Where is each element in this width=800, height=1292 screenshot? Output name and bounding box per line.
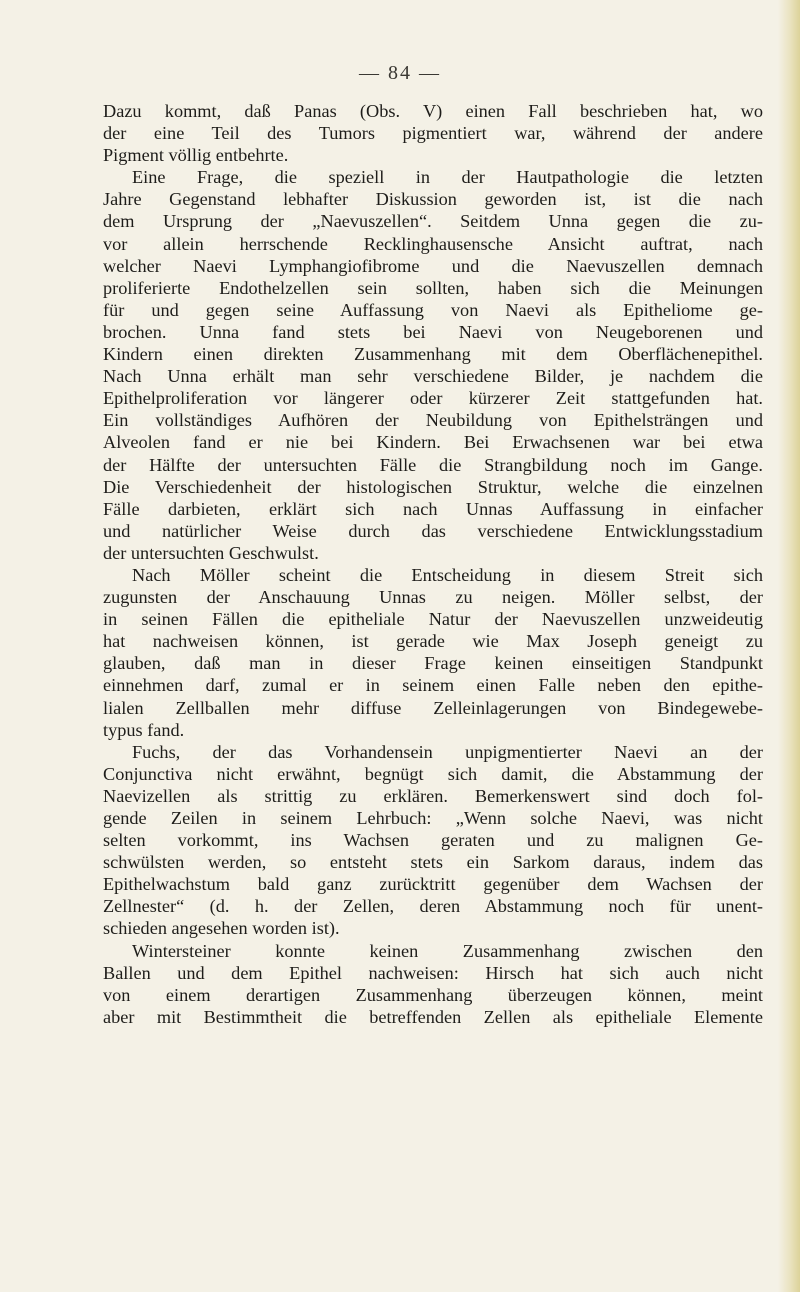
paragraph [103,100,763,166]
text-line: aber mit Bestimmtheit die betreffenden Zellen als epitheliale Elemente [103,1006,763,1027]
text-line: typus fand. [103,719,185,740]
text-line: Kindern einen direkten Zusammenhang mit dem Oberflächenepithel. [103,344,763,365]
text-line: Eine Frage, die speziell in der Hautpathologie die letzten [132,167,763,188]
paragraph [103,741,763,940]
text-line: für und gegen seine Auffassung von Naevi als Epitheliome ge- [103,299,763,320]
text-line: Nach Möller scheint die Entscheidung in diesem Streit sich [132,564,763,585]
text-line: Fälle darbieten, erklärt sich nach Unnas Auffassung in einfacher [103,498,763,519]
text-line: Ballen und dem Epithel nachweisen: Hirsch hat sich auch nicht [103,962,763,983]
text-line: Alveolen fand er nie bei Kindern. Bei Erwachsenen war bei etwa [103,432,763,453]
text-line: welcher Naevi Lymphangiofibrome und die Naevuszellen demnach [103,255,763,276]
text-line: der Hälfte der untersuchten Fälle die Strangbildung noch im Gange. [103,454,763,475]
text-line: Nach Unna erhält man sehr verschiedene Bilder, je nachdem die [103,366,763,387]
body-text [103,100,763,1028]
paragraph [103,564,763,741]
page-edge-shadow [778,0,800,1292]
text-line: Epithelwachstum bald ganz zurücktritt gegenüber dem Wachsen der [103,874,763,895]
paragraph [103,940,763,1028]
text-line: in seinen Fällen die epitheliale Natur der Naevuszellen unzweideutig [103,609,763,630]
text-line: Ein vollständiges Aufhören der Neubildung von Epithelsträngen und [103,410,763,431]
text-line: gende Zeilen in seinem Lehrbuch: „Wenn solche Naevi, was nicht [103,808,763,828]
text-line: Wintersteiner konnte keinen Zusammenhang zwischen den [132,940,763,961]
text-line: Dazu kommt, daß Panas (Obs. V) einen Fall beschrieben hat, wo [103,101,763,121]
text-line: Naevizellen als strittig zu erklären. Bemerkenswert sind doch fol- [103,785,763,806]
text-line: lialen Zellballen mehr diffuse Zelleinlagerungen von Bindegewebe- [103,697,763,718]
text-line: der eine Teil des Tumors pigmentiert war, während der andere [103,123,763,144]
text-line: Fuchs, der das Vorhandensein unpigmentierter Naevi an der [132,741,763,762]
text-line: Conjunctiva nicht erwähnt, begnügt sich damit, die Abstammung der [103,763,763,784]
text-line: hat nachweisen können, ist gerade wie Max Joseph geneigt zu [103,631,763,652]
text-line: proliferierte Endothelzellen sein sollten, haben sich die Meinungen [103,277,763,298]
text-line: von einem derartigen Zusammenhang überzeugen können, meint [103,984,763,1005]
text-line: Pigment völlig entbehrte. [103,145,289,166]
page-number: — 84 — [359,62,441,84]
paragraph [103,166,763,564]
text-line: selten vorkommt, ins Wachsen geraten und zu malignen Ge- [103,830,763,851]
text-line: vor allein herrschende Recklinghausensche Ansicht auftrat, nach [103,233,763,254]
text-line: schieden angesehen worden ist). [103,918,340,939]
text-line: einnehmen darf, zumal er in seinem einen Falle neben den epithe- [103,675,763,696]
text-line: brochen. Unna fand stets bei Naevi von Neugeborenen und [103,321,763,342]
text-line: und natürlicher Weise durch das verschiedene Entwicklungsstadium [103,520,763,541]
text-line: Zellnester“ (d. h. der Zellen, deren Abstammung noch für unent- [103,896,763,917]
text-line: dem Ursprung der „Naevuszellen“. Seitdem Unna gegen die zu- [103,211,763,232]
text-line: Epithelproliferation vor längerer oder kürzerer Zeit stattgefunden hat. [103,388,763,409]
text-line: Jahre Gegenstand lebhafter Diskussion geworden ist, ist die nach [103,189,763,210]
text-line: Die Verschiedenheit der histologischen Struktur, welche die einzelnen [103,476,763,497]
text-line: zugunsten der Anschauung Unnas zu neigen. Möller selbst, der [103,587,763,608]
text-line: schwülsten werden, so entsteht stets ein Sarkom daraus, indem das [103,852,763,873]
text-line: glauben, daß man in dieser Frage keinen einseitigen Standpunkt [103,653,763,674]
text-line: der untersuchten Geschwulst. [103,542,319,563]
